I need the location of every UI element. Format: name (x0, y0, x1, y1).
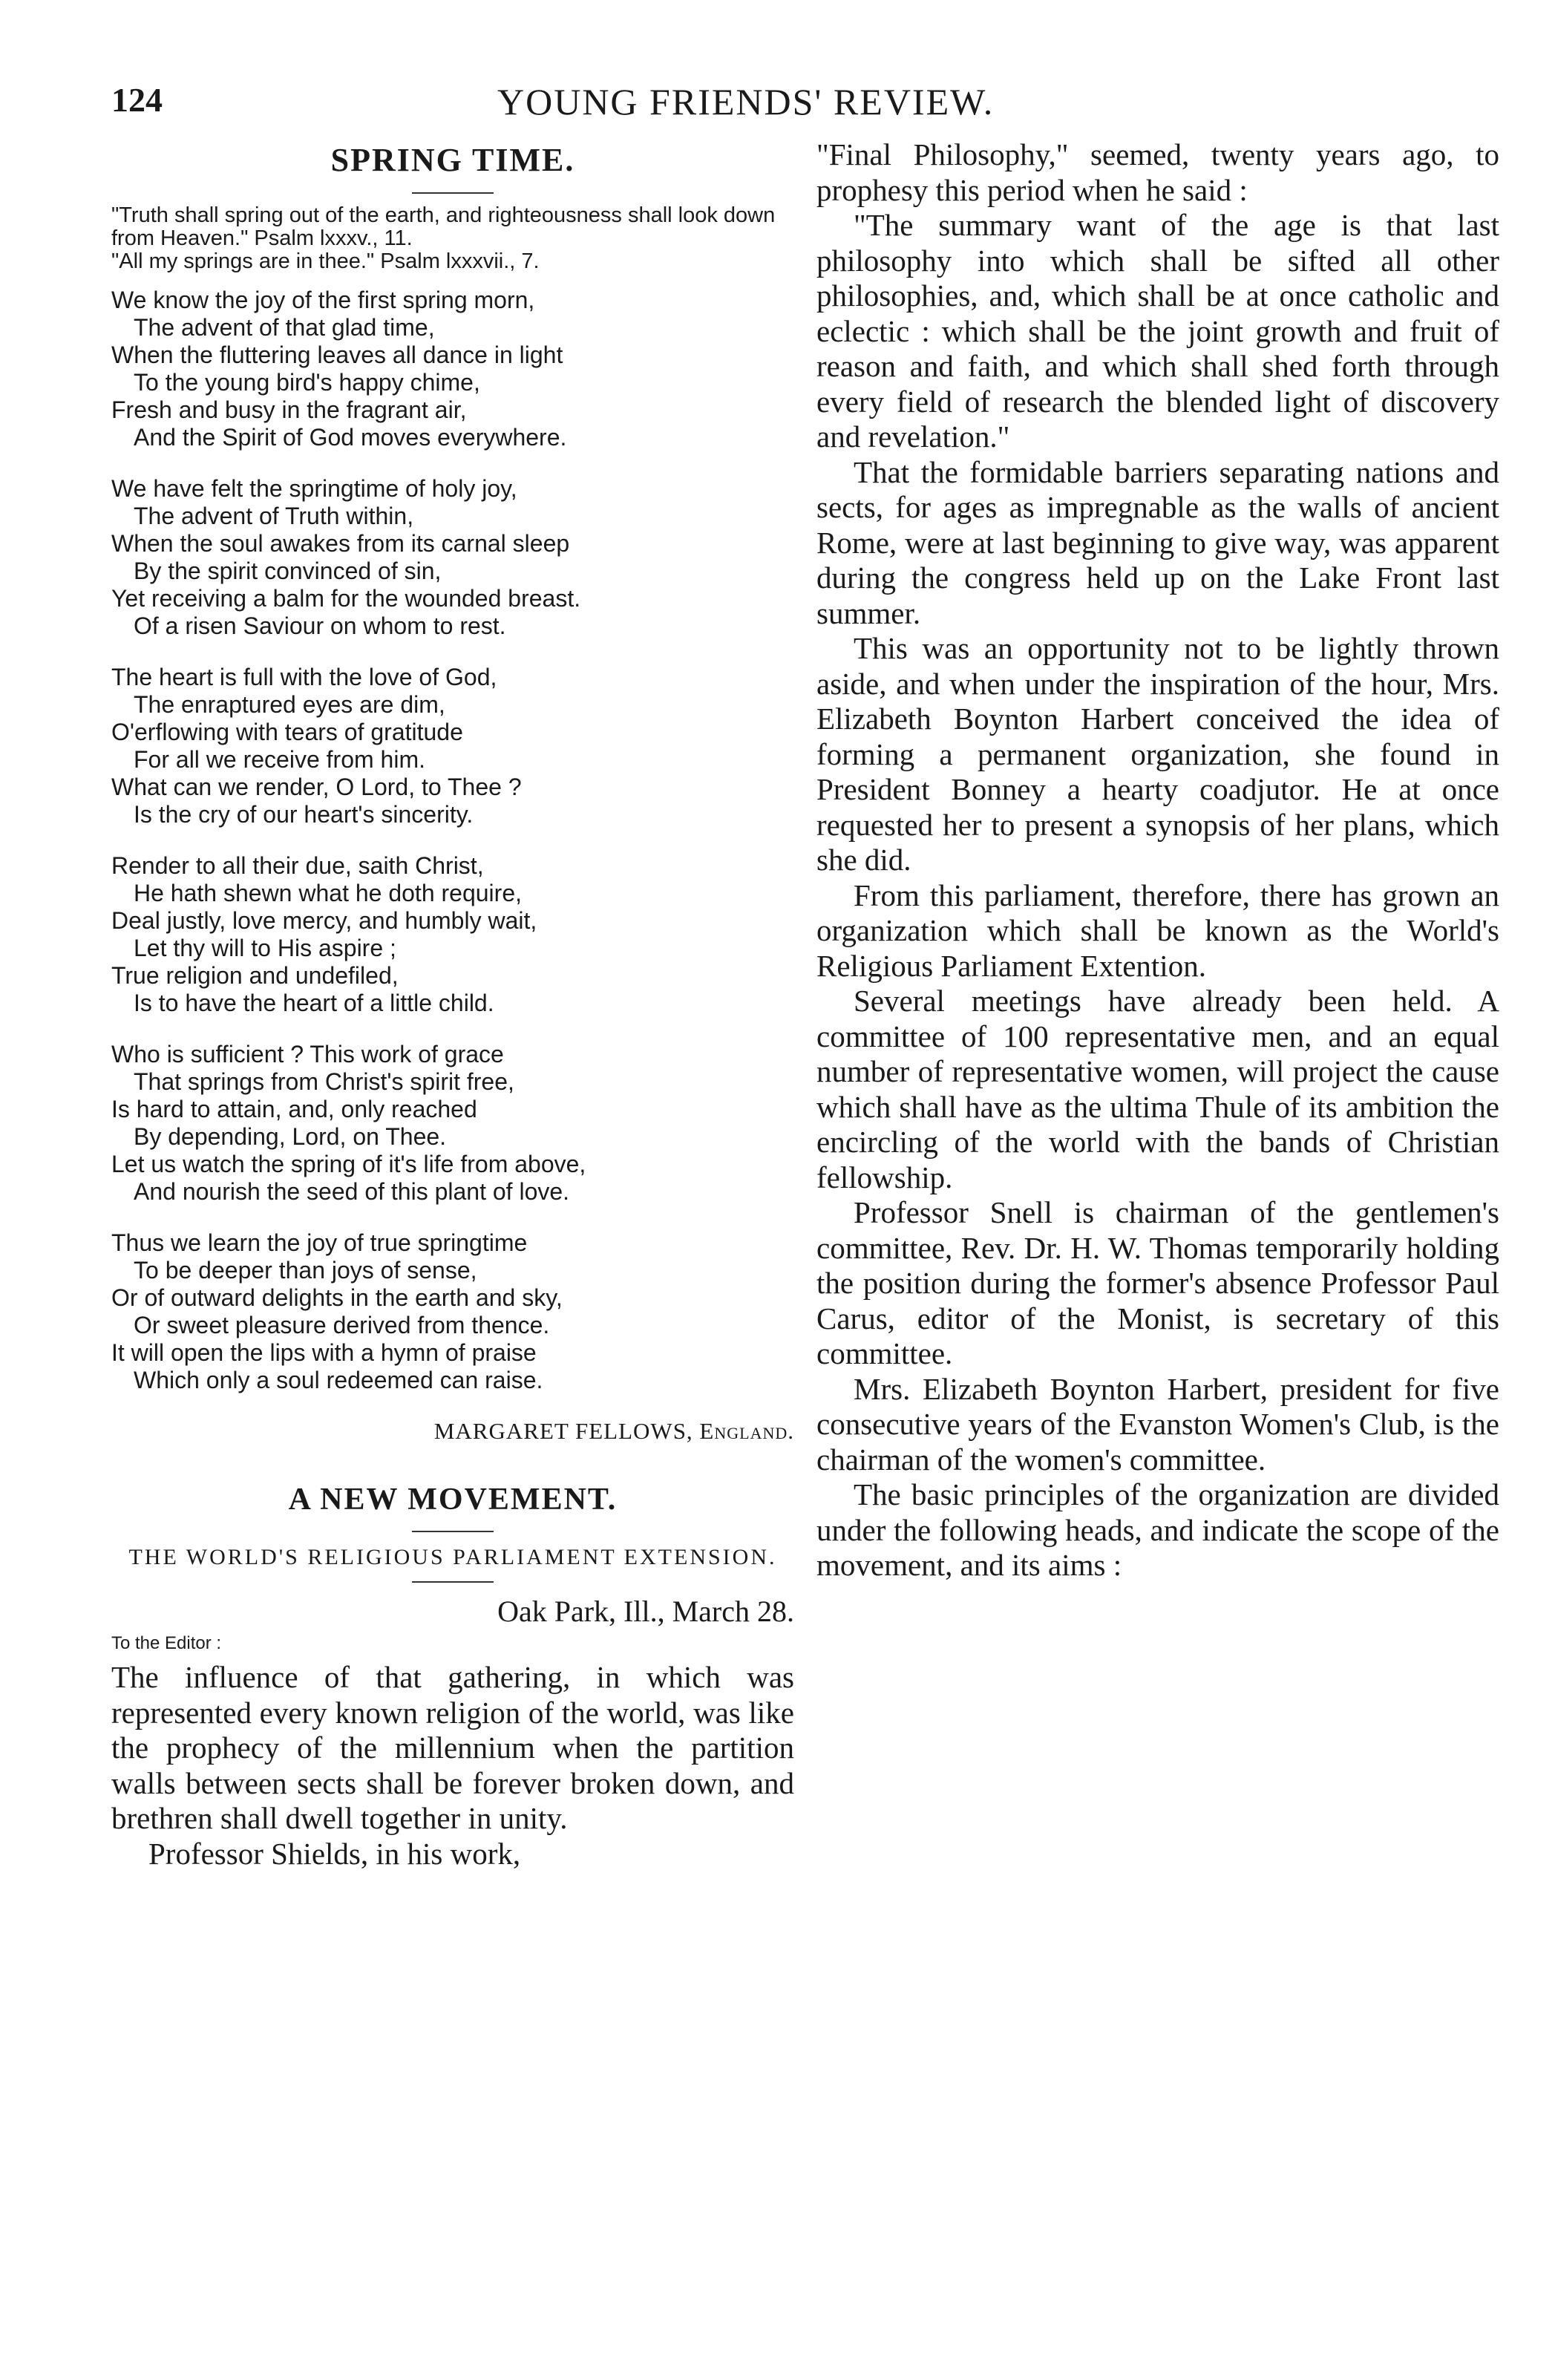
article-paragraph: Professor Shields, in his work, (148, 1836, 521, 1871)
poem-line: Is hard to attain, and, only reached (111, 1096, 477, 1122)
poem-stanza (111, 664, 794, 828)
title-rule (412, 192, 494, 194)
poem-line: For all we receive from him. (134, 746, 425, 773)
poem-line: The heart is full with the love of God, (111, 664, 497, 690)
poem-line: Of a risen Saviour on whom to rest. (134, 612, 506, 639)
poem-stanza (111, 1229, 794, 1394)
poem-line: Who is sufficient ? This work of grace (111, 1041, 504, 1068)
epigraph-line: "Truth shall spring out of the earth, and righteousness shall look down from Heaven." Psalm lxxxv., 11. (111, 203, 776, 250)
poem-line: The advent of Truth within, (134, 503, 414, 529)
poem-title: SPRING TIME. (330, 142, 575, 178)
poem-line: When the soul awakes from its carnal sleep (111, 530, 570, 557)
article-title: A NEW MOVEMENT. (288, 1482, 618, 1517)
poem-line: True religion and undefiled, (111, 962, 399, 989)
poem-stanza (111, 1041, 794, 1206)
article-salutation: To the Editor : (111, 1633, 222, 1653)
poem-line: Let thy will to His aspire ; (134, 935, 396, 961)
poem-line: Thus we learn the joy of true springtime (111, 1229, 528, 1256)
right-column (816, 137, 1499, 1583)
poem-line: And the Spirit of God moves everywhere. (134, 424, 567, 451)
poem-line: By the spirit convinced of sin, (134, 558, 442, 584)
poem-line: To the young bird's happy chime, (134, 369, 480, 396)
poem-line: To be deeper than joys of sense, (134, 1257, 477, 1284)
poem-line: The enraptured eyes are dim, (134, 691, 445, 718)
poem-stanza (111, 852, 794, 1017)
poem-line: Or sweet pleasure derived from thence. (134, 1312, 550, 1338)
article-title-rule (412, 1531, 494, 1532)
poem-stanza (111, 475, 794, 640)
poem-body (111, 287, 794, 1394)
poem-line: Which only a soul redeemed can raise. (134, 1367, 543, 1393)
poem-signature: MARGARET FELLOWS, England. (433, 1418, 794, 1444)
article-paragraph: "The summary want of the age is that last philosophy into which shall be sifted all other philosophies, and, which shall be at once catholic and eclectic : which shall be the joint growth and fruit of reason and faith, and which shall shed forth through every field of research the blended light of discovery and revelation." (816, 208, 1499, 454)
poem-line: Or of outward delights in the earth and sky, (111, 1284, 563, 1311)
poem-line: O'erflowing with tears of gratitude (111, 719, 463, 745)
article-paragraph: This was an opportunity not to be lightly thrown aside, and when under the inspiration of the hour, Mrs. Elizabeth Boynton Harbert conceived the idea of forming a permanent organization, she found in President Bonney a hearty coadjutor. He at once requested her to present a synopsis of her plans, which she did. (816, 631, 1499, 877)
poem-line: Render to all their due, saith Christ, (111, 852, 484, 879)
poem-line: What can we render, O Lord, to Thee ? (111, 774, 522, 800)
epigraph-line: "All my springs are in thee." Psalm lxxxvii., 7. (111, 249, 540, 273)
poem-stanza (111, 287, 794, 451)
running-header (111, 80, 1484, 132)
article-paragraph: Mrs. Elizabeth Boynton Harbert, president for five consecutive years of the Evanston Women's Club, is the chairman of the women's committee. (816, 1371, 1499, 1477)
article-paragraph: "Final Philosophy," seemed, twenty years ago, to prophesy this period when he said : (816, 137, 1499, 207)
poem-line: Deal justly, love mercy, and humbly wait, (111, 907, 537, 934)
journal-title: YOUNG FRIENDS' REVIEW. (497, 81, 995, 122)
poem-line: We know the joy of the first spring morn, (111, 287, 535, 313)
article-paragraph: From this parliament, therefore, there has grown an organization which shall be known as the World's Religious Parliament Extention. (816, 877, 1499, 983)
poem-line: Is to have the heart of a little child. (134, 990, 494, 1016)
poem-line: Fresh and busy in the fragrant air, (111, 396, 467, 423)
poem-line: That springs from Christ's spirit free, (134, 1068, 514, 1095)
left-column (111, 137, 794, 1871)
poem-line: When the fluttering leaves all dance in light (111, 341, 563, 368)
poem-line: Yet receiving a balm for the wounded breast. (111, 585, 581, 612)
poem-line: The advent of that glad time, (134, 314, 435, 341)
article-subtitle: THE WORLD'S RELIGIOUS PARLIAMENT EXTENSION. (128, 1545, 777, 1569)
article-paragraph: The basic principles of the organization are divided under the following heads, and indicate the scope of the movement, and its aims : (816, 1477, 1499, 1582)
poem-line: He hath shewn what he doth require, (134, 880, 522, 906)
article-paragraph: Several meetings have already been held. A committee of 100 representative men, and an equal number of representative women, will project the cause which shall have as the ultima Thule of its ambition the encircling of the world with the bands of Christian fellowship. (816, 984, 1499, 1194)
poem-line: By depending, Lord, on Thee. (134, 1123, 447, 1150)
poem-line: It will open the lips with a hymn of praise (111, 1339, 537, 1366)
article-paragraph: Professor Snell is chairman of the gentlemen's committee, Rev. Dr. H. W. Thomas temporarily holding the position during the former's absence Professor Paul Carus, editor of the Monist, is secretary of this committee. (816, 1195, 1499, 1370)
poem-epigraph (111, 204, 794, 273)
poem-line: Is the cry of our heart's sincerity. (134, 801, 474, 828)
poem-line: We have felt the springtime of holy joy, (111, 475, 517, 502)
page-number: 124 (111, 81, 163, 119)
subtitle-rule (412, 1581, 494, 1583)
poem-line: Let us watch the spring of it's life from above, (111, 1151, 586, 1177)
article-dateline: Oak Park, Ill., March 28. (497, 1595, 794, 1628)
article-paragraph: That the formidable barriers separating nations and sects, for ages as impregnable as the walls of ancient Rome, were at last beginning to give way, was apparent during the congress held up on the Lake Front last summer. (816, 454, 1499, 630)
poem-line: And nourish the seed of this plant of love. (134, 1178, 570, 1205)
article-paragraph: The influence of that gathering, in which was represented every known religion of the world, was like the prophecy of the millennium when the partition walls between sects shall be forever broken down, and brethren shall dwell together in unity. (111, 1660, 794, 1835)
